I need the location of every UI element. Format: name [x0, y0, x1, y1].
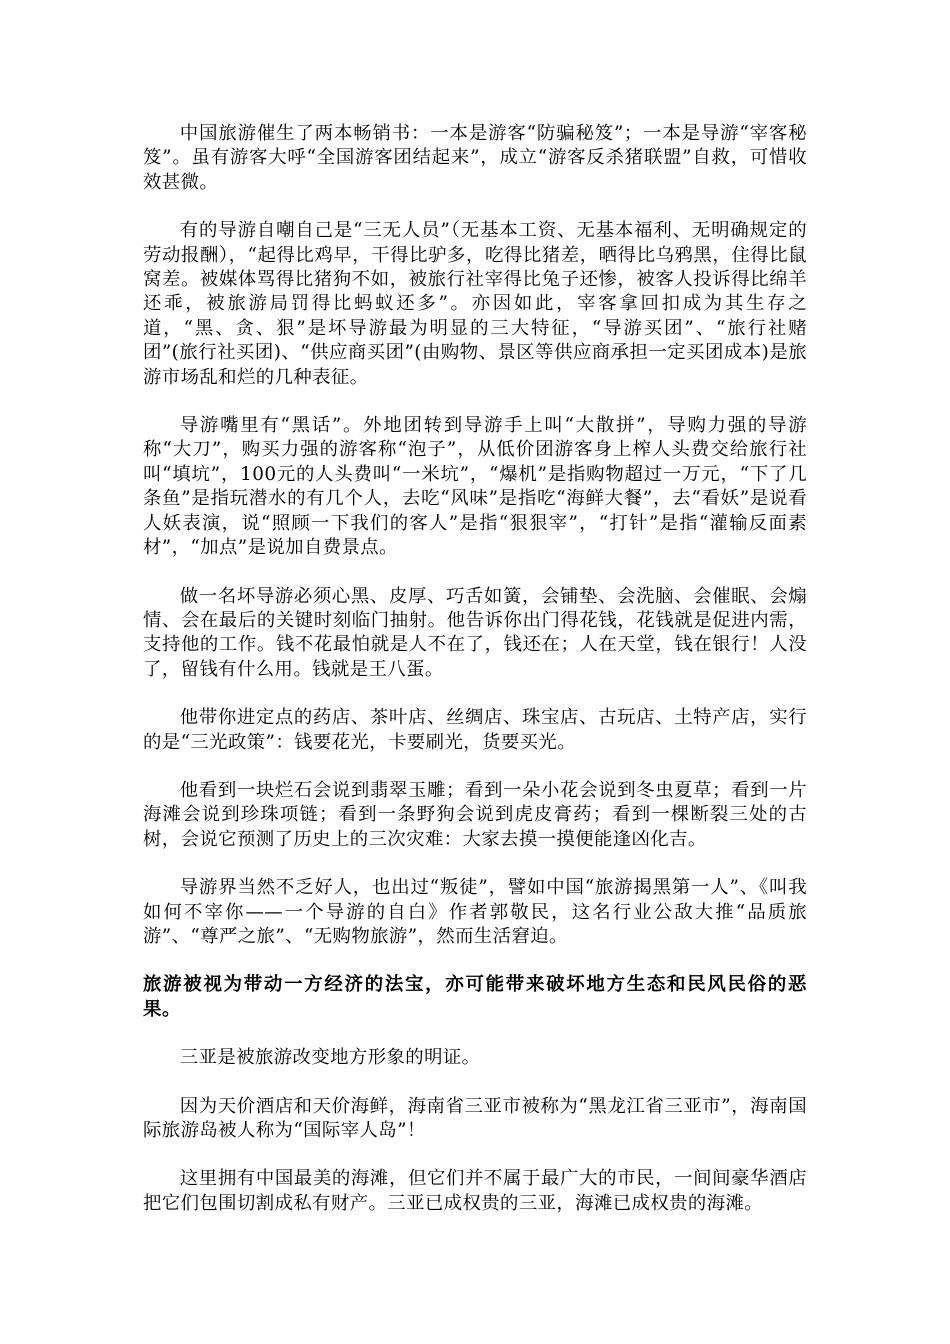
paragraph-designated-shops: 他带你进定点的药店、茶叶店、丝绸店、珠宝店、古玩店、土特产店，实行的是“三光政策”：钱要花光，卡要刷光，货要买光。: [143, 707, 807, 753]
paragraph-sanya-prices: 因为天价酒店和天价海鲜，海南省三亚市被称为“黑龙江省三亚市”，海南国际旅游岛被人称为“国际宰人岛”！: [143, 1095, 807, 1141]
paragraph-sanya-beaches: 这里拥有中国最美的海滩，但它们并不属于最广大的市民，一间间豪华酒店把它们包围切割成私有财产。三亚已成权贵的三亚，海滩已成权贵的海滩。: [143, 1168, 807, 1214]
section-heading-tourism-impact: 旅游被视为带动一方经济的法宝，亦可能带来破坏地方生态和民风民俗的恶果。: [143, 974, 807, 1020]
paragraph-exaggeration: 他看到一块烂石会说到翡翠玉雕；看到一朵小花会说到冬虫夏草；看到一片海滩会说到珍珠项链；看到一条野狗会说到虎皮膏药；看到一棵断裂三处的古树，会说它预测了历史上的三次灾难：大家去摸一摸便能逢凶化吉。: [143, 779, 807, 850]
paragraph-guide-slang: 导游嘴里有“黑话”。外地团转到导游手上叫“大散拼”，导购力强的导游称“大刀”，购买力强的游客称“泡子”，从低价团游客身上榨人头费交给旅行社叫“填坑”，100元的人头费叫“一米坑”，“爆机”是指购物超过一万元，“下了几条鱼”是指玩潜水的有几个人，去吃“风味”是指吃“海鲜大餐”，去“看妖”是说看人妖表演，说“照顾一下我们的客人”是指“狠狠宰”，“打针”是指“灌输反面素材”，“加点”是说加自费景点。: [143, 415, 807, 559]
paragraph-tourism-books: 中国旅游催生了两本畅销书：一本是游客“防骗秘笈”；一本是导游“宰客秘笈”。虽有游客大呼“全国游客团结起来”，成立“游客反杀猪联盟”自救，可惜收效甚微。: [143, 123, 807, 193]
paragraph-sanya-example: 三亚是被旅游改变地方形象的明证。: [179, 1047, 481, 1069]
document-page: [143, 122, 807, 1240]
paragraph-bad-guide-traits: 做一名坏导游必须心黑、皮厚、巧舌如簧，会铺垫、会洗脑、会催眠、会煽情、会在最后的关键时刻临门抽射。他告诉你出门得花钱，花钱就是促进内需，支持他的工作。钱不花最怕就是人不在了，钱还在；人在天堂，钱在银行！人没了，留钱有什么用。钱就是王八蛋。: [143, 585, 807, 680]
paragraph-whistleblower-guide: 导游界当然不乏好人，也出过“叛徒”，譬如中国“旅游揭黑第一人”、《叫我如何不宰你——一个导游的自白》作者郭敬民，这名行业公敌大推“品质旅游”、“尊严之旅”、“无购物旅游”，然而生活窘迫。: [143, 877, 807, 947]
paragraph-three-none-guides: 有的导游自嘲自己是“三无人员”（无基本工资、无基本福利、无明确规定的劳动报酬），“起得比鸡早，干得比驴多，吃得比猪差，晒得比乌鸦黑，住得比鼠窝差。被媒体骂得比猪狗不如，被旅行社宰得比兔子还惨，被客人投诉得比绵羊还乖，被旅游局罚得比蚂蚁还多”。亦因如此，宰客拿回扣成为其生存之道，“黑、贪、狠”是坏导游最为明显的三大特征，“导游买团”、“旅行社赌团”(旅行社买团)、“供应商买团”(由购物、景区等供应商承担一定买团成本)是旅游市场乱和烂的几种表征。: [143, 220, 807, 388]
